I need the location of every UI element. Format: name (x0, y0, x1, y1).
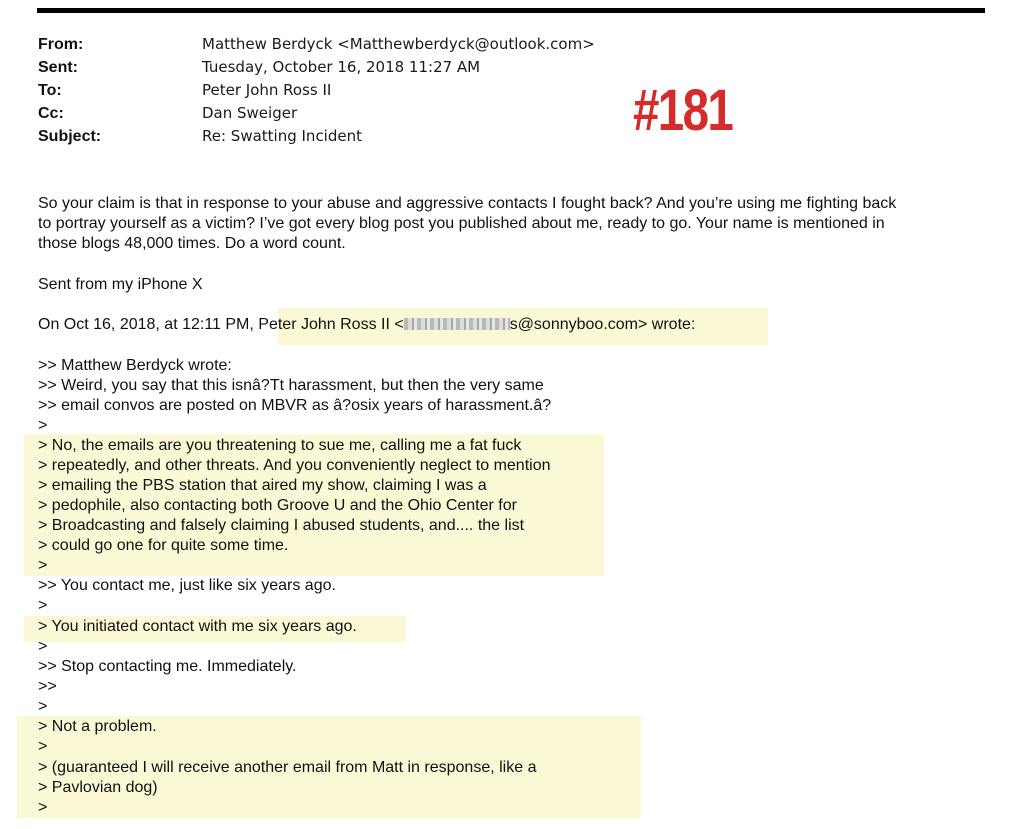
quoted-line: >> Matthew Berdyck wrote: (38, 357, 232, 374)
sent-value: Tuesday, October 16, 2018 11:27 AM (202, 58, 481, 76)
quoted-line: > (38, 738, 48, 755)
quoted-line: > emailing the PBS station that aired my show, claiming I was a (38, 477, 487, 494)
quoted-line: > Pavlovian dog) (38, 779, 158, 796)
quoted-line: >> You contact me, just like six years ago. (38, 577, 336, 594)
to-value: Peter John Ross II (202, 81, 332, 99)
subject-value: Re: Swatting Incident (202, 127, 362, 145)
quoted-line: > (guaranteed I will receive another email from Matt in response, like a (38, 759, 537, 776)
quoted-line: >> Weird, you say that this isnâ?Tt harassment, but then the very same (38, 377, 544, 394)
cc-label: Cc: (38, 105, 64, 122)
body-line: So your claim is that in response to your abuse and aggressive contacts I fought back? And you’re using me fighting back (38, 195, 897, 212)
to-label: To: (38, 82, 62, 99)
quoted-line: > Broadcasting and falsely claiming I abused students, and.... the list (38, 517, 525, 534)
quoted-line: > Not a problem. (38, 718, 157, 735)
exhibit-stamp: #181 (633, 78, 733, 143)
attribution-name: Peter John Ross II < (258, 316, 404, 333)
quoted-line: > (38, 799, 48, 816)
from-label: From: (38, 36, 84, 53)
quoted-line: > repeatedly, and other threats. And you conveniently neglect to mention (38, 457, 551, 474)
body-line: to portray yourself as a victim? I’ve got every blog post you published about me, ready to go. Your name is mentioned in (38, 215, 885, 232)
quoted-line: > (38, 698, 48, 715)
sent-label: Sent: (38, 59, 78, 76)
quoted-line: >> Stop contacting me. Immediately. (38, 658, 297, 675)
quoted-line: > No, the emails are you threatening to sue me, calling me a fat fuck (38, 437, 522, 454)
quoted-line: > (38, 597, 48, 614)
quoted-line: > (38, 638, 48, 655)
quoted-line: > pedophile, also contacting both Groove U and the Ohio Center for (38, 497, 517, 514)
quoted-line: >> (38, 678, 57, 695)
quoted-line: > You initiated contact with me six years ago. (38, 618, 357, 635)
signature-line: Sent from my iPhone X (38, 276, 203, 293)
from-value: Matthew Berdyck <Matthewberdyck@outlook.com> (202, 35, 595, 53)
redaction-block (404, 318, 510, 330)
quoted-line: > (38, 417, 48, 434)
subject-label: Subject: (38, 128, 102, 145)
attribution-prefix: On Oct 16, 2018, at 12:11 PM, (38, 316, 259, 333)
quoted-line: >> email convos are posted on MBVR as â?osix years of harassment.â? (38, 397, 552, 414)
quoted-line: > could go one for quite some time. (38, 537, 289, 554)
top-rule (37, 8, 985, 13)
cc-value: Dan Sweiger (202, 104, 298, 122)
attribution-line (38, 315, 695, 335)
body-line: those blogs 48,000 times. Do a word count. (38, 235, 346, 252)
quoted-line: > (38, 557, 48, 574)
attribution-suffix: s@sonnyboo.com> wrote: (509, 316, 696, 333)
